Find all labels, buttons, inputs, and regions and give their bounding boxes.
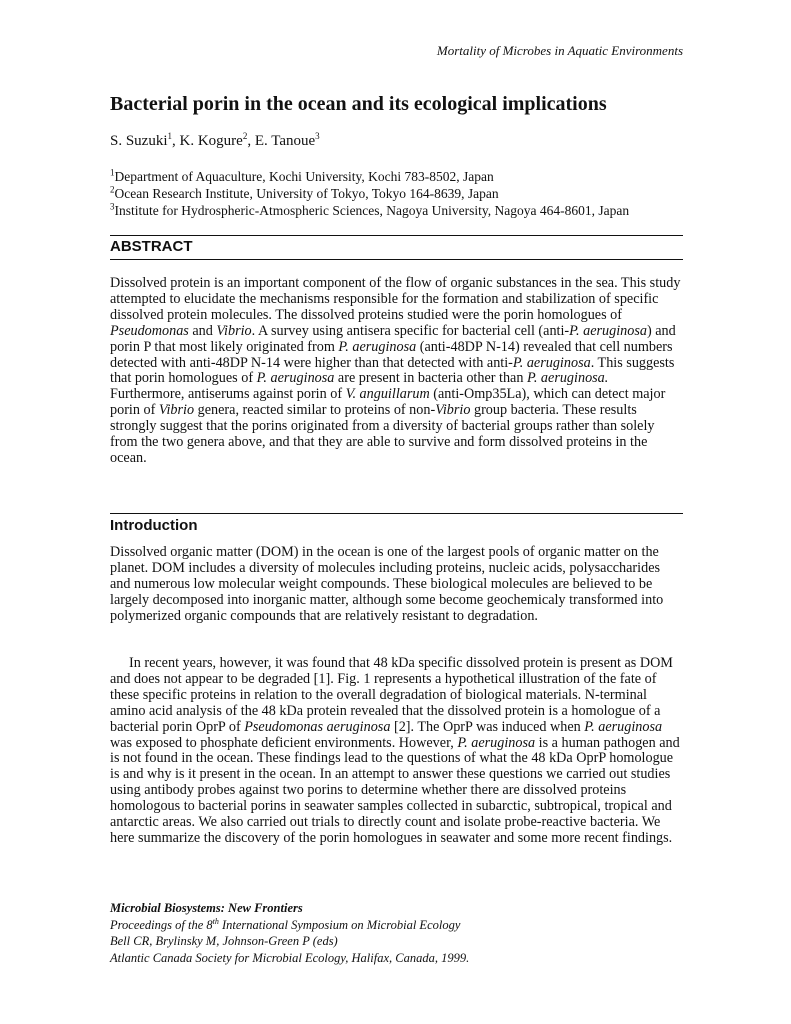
author-separator: ,	[247, 133, 255, 149]
author-affiliation-mark: 1	[167, 131, 173, 141]
intro2-text-segment: Pseudomonas aeruginosa	[244, 718, 391, 735]
running-header: Mortality of Microbes in Aquatic Environments	[436, 43, 683, 58]
author-list	[110, 132, 320, 150]
abstract-text-segment: P. aeruginosa	[512, 354, 591, 371]
abstract-text-segment: genera, reacted similar to proteins of non-	[194, 402, 436, 419]
footer-publisher: Atlantic Canada Society for Microbial Ecology, Halifax, Canada, 1999.	[110, 950, 470, 965]
abstract-text-segment: Vibrio	[216, 322, 252, 339]
intro2-text-segment: was exposed to phosphate deficient environments. However,	[110, 734, 458, 751]
introduction-heading: Introduction	[110, 517, 198, 534]
abstract-text-segment: (anti-Omp35La), which can detect major porin of	[110, 386, 666, 419]
intro2-text-segment: P. aeruginosa	[584, 718, 663, 735]
abstract-text-segment: are present in bacteria other than	[334, 370, 527, 387]
abstract-text-segment: Furthermore, antiserums against porin of	[110, 386, 346, 403]
affiliation-text: Ocean Research Institute, University of Tokyo, Tokyo 164-8639, Japan	[114, 186, 499, 201]
paper-title: Bacterial porin in the ocean and its ecological implications	[110, 93, 607, 115]
abstract-text-segment: . A survey using antisera specific for bacterial cell (anti-	[251, 322, 570, 339]
abstract-top-rule	[110, 235, 683, 236]
abstract-text-segment: Pseudomonas	[110, 322, 189, 339]
abstract-text-segment: Vibrio	[158, 402, 195, 419]
author-name: S. Suzuki	[110, 133, 168, 149]
affiliation-mark: 2	[110, 184, 115, 195]
abstract-text-segment: and	[188, 322, 217, 339]
affiliation-line	[110, 168, 690, 185]
abstract-text-segment: Dissolved protein is an important component of the flow of organic substances in the sea. This study attempted to elucidate the mechanisms responsible for the formation and stabilization of specific dissolved protein molecules. The dissolved proteins studied were the porin homologues of	[110, 275, 681, 323]
proceedings-footer	[110, 900, 469, 966]
footer-journal: Microbial Biosystems: New Frontiers	[110, 901, 303, 915]
intro2-text-segment: is a human pathogen and is not found in the ocean. These findings lead to the questions of what the 48 kDa OprP homologue is and why is it present in the ocean. In an attempt to answer these questions we carried out studies using antibody probes against two porins to determine whether there are dissolved proteins homologous to bacterial porins in seawater samples collected in subarctic, subtropical, tropical and antarctic areas. We also carried out trials to directly count and isolate probe-reactive bacteria. We here summarize the discovery of the porin homologues in seawater and some more recent findings.	[110, 734, 680, 846]
abstract-text-segment: (anti-48DP N-14) revealed that cell numbers detected with anti-48DP N-14 were higher than that detected with anti-	[110, 338, 673, 371]
footer-editors: Bell CR, Brylinsky M, Johnson-Green P (eds)	[110, 934, 338, 948]
abstract-bottom-rule	[110, 513, 683, 514]
affiliation-list	[110, 168, 690, 219]
abstract-text-segment: . This suggests that porin homologues of	[110, 354, 675, 387]
intro1-text-segment: Dissolved organic matter (DOM) in the ocean is one of the largest pools of organic matter on the planet. DOM includes a diversity of molecules including proteins, nucleic acids, polysaccharides and numerous low molecular weight compounds. These biological molecules are believed to be largely decomposed into inorganic matter, although some become geochemicaly transformed into polymerized organic compounds that are relatively resistant to degradation.	[110, 544, 664, 624]
affiliation-line	[110, 185, 690, 202]
abstract-text-segment: ) and porin P that most likely originated from	[110, 322, 676, 355]
intro-paragraph-2	[110, 656, 683, 847]
footer-proceedings-sup: th	[212, 916, 219, 926]
affiliation-line	[110, 202, 690, 219]
affiliation-mark: 1	[110, 167, 115, 178]
abstract-text-segment: V. anguillarum	[345, 386, 430, 403]
abstract-text-segment: P. aeruginosa	[338, 338, 417, 355]
abstract-text-segment: P. aeruginosa	[569, 322, 647, 339]
affiliation-text: Institute for Hydrospheric-Atmospheric Sciences, Nagoya University, Nagoya 464-8601, Japan	[114, 203, 630, 218]
footer-proceedings-pre: Proceedings of the 8	[110, 917, 213, 932]
abstract-text-segment: P. aeruginosa	[256, 370, 335, 387]
author-separator: ,	[172, 133, 180, 149]
author-name: K. Kogure	[179, 133, 243, 149]
abstract-text-segment: Vibrio	[435, 402, 471, 419]
intro2-text-segment: P. aeruginosa	[457, 734, 536, 751]
abstract-text-segment: P. aeruginosa.	[527, 370, 609, 387]
intro2-text-segment: [2]. The OprP was induced when	[390, 718, 585, 735]
footer-proceedings	[110, 917, 469, 934]
abstract-heading-rule	[110, 259, 683, 260]
footer-proceedings-post: International Symposium on Microbial Ecology	[218, 917, 461, 932]
author-affiliation-mark: 2	[242, 131, 248, 141]
affiliation-mark: 3	[110, 201, 115, 212]
intro2-text-segment: In recent years, however, it was found that 48 kDa specific dissolved protein is present as DOM and does not appear to be degraded [1]. Fig. 1 represents a hypothetical illustration of the fate of these specific proteins in relation to the overall degradation of biological materials. N-terminal amino acid analysis of the 48 kDa protein revealed that the dissolved protein is a homologue of a bacterial porin OprP of	[110, 655, 673, 735]
affiliation-text: Department of Aquaculture, Kochi University, Kochi 783-8502, Japan	[114, 169, 494, 184]
intro-paragraph-1	[110, 545, 683, 625]
author-name: E. Tanoue	[254, 133, 316, 149]
abstract-paragraph	[110, 276, 683, 467]
abstract-heading: ABSTRACT	[110, 238, 193, 255]
abstract-text-segment: group bacteria. These results strongly suggest that the porins originated from a diversity of bacterial groups rather than solely from the two genera above, and that they are able to survive and form dissolved proteins in the ocean.	[110, 402, 655, 466]
author-affiliation-mark: 3	[315, 131, 320, 141]
